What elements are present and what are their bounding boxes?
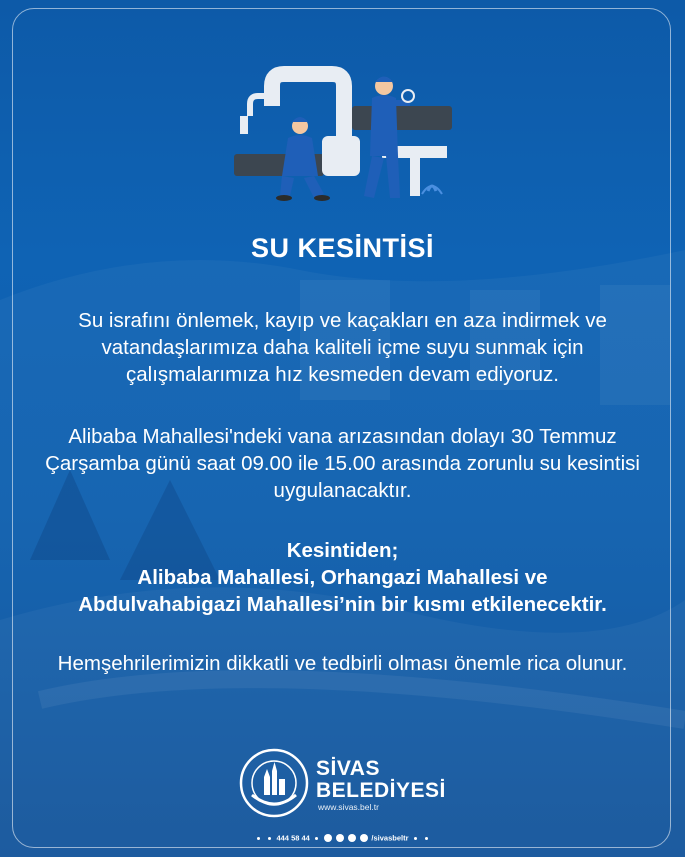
- affected-areas-block: [30, 537, 655, 618]
- affected-line-2: Abdulvahabigazi Mahallesi’nin bir kısmı etkilenecektir.: [78, 593, 607, 616]
- facebook-icon[interactable]: [324, 834, 332, 842]
- plumber-workers-illustration: [232, 66, 454, 211]
- phone-number[interactable]: 444 58 44: [276, 833, 310, 843]
- instagram-icon[interactable]: [348, 834, 356, 842]
- municipality-seal-icon: [238, 747, 310, 819]
- x-icon[interactable]: [336, 834, 344, 842]
- sivas-belediyesi-logo: [238, 747, 448, 819]
- separator-dot: [414, 837, 417, 840]
- separator-dot: [425, 837, 428, 840]
- separator-dot: [315, 837, 318, 840]
- outage-detail-paragraph: Alibaba Mahallesi'ndeki vana arızasından dolayı 30 Temmuz Çarşamba günü saat 09.00 ile 15.00 arasında zorunlu su kesintisi uygulanacaktır.: [45, 425, 640, 502]
- social-handle[interactable]: /sivasbeltr: [371, 833, 409, 843]
- affected-line-1: Alibaba Mahallesi, Orhangazi Mahallesi ve: [137, 566, 548, 589]
- affected-heading: Kesintiden;: [286, 539, 399, 562]
- page-title: SU KESİNTİSİ: [250, 233, 435, 263]
- brand-name-line-2: BELEDİYESİ: [316, 779, 446, 802]
- separator-dot: [268, 837, 271, 840]
- brand-name-line-1: SİVAS: [316, 757, 380, 780]
- separator-dot: [257, 837, 260, 840]
- closing-paragraph: Hemşehrilerimizin dikkatli ve tedbirli olması önemle rica olunur.: [57, 652, 628, 675]
- footer-contact-bar: [0, 833, 685, 843]
- intro-paragraph: Su israfını önlemek, kayıp ve kaçakları en aza indirmek ve vatandaşlarımıza daha kaliteli içme suyu sunmak için çalışmalarımıza hız kesmeden devam ediyoruz.: [78, 309, 607, 386]
- youtube-icon[interactable]: [360, 834, 368, 842]
- website-link[interactable]: www.sivas.bel.tr: [318, 802, 379, 812]
